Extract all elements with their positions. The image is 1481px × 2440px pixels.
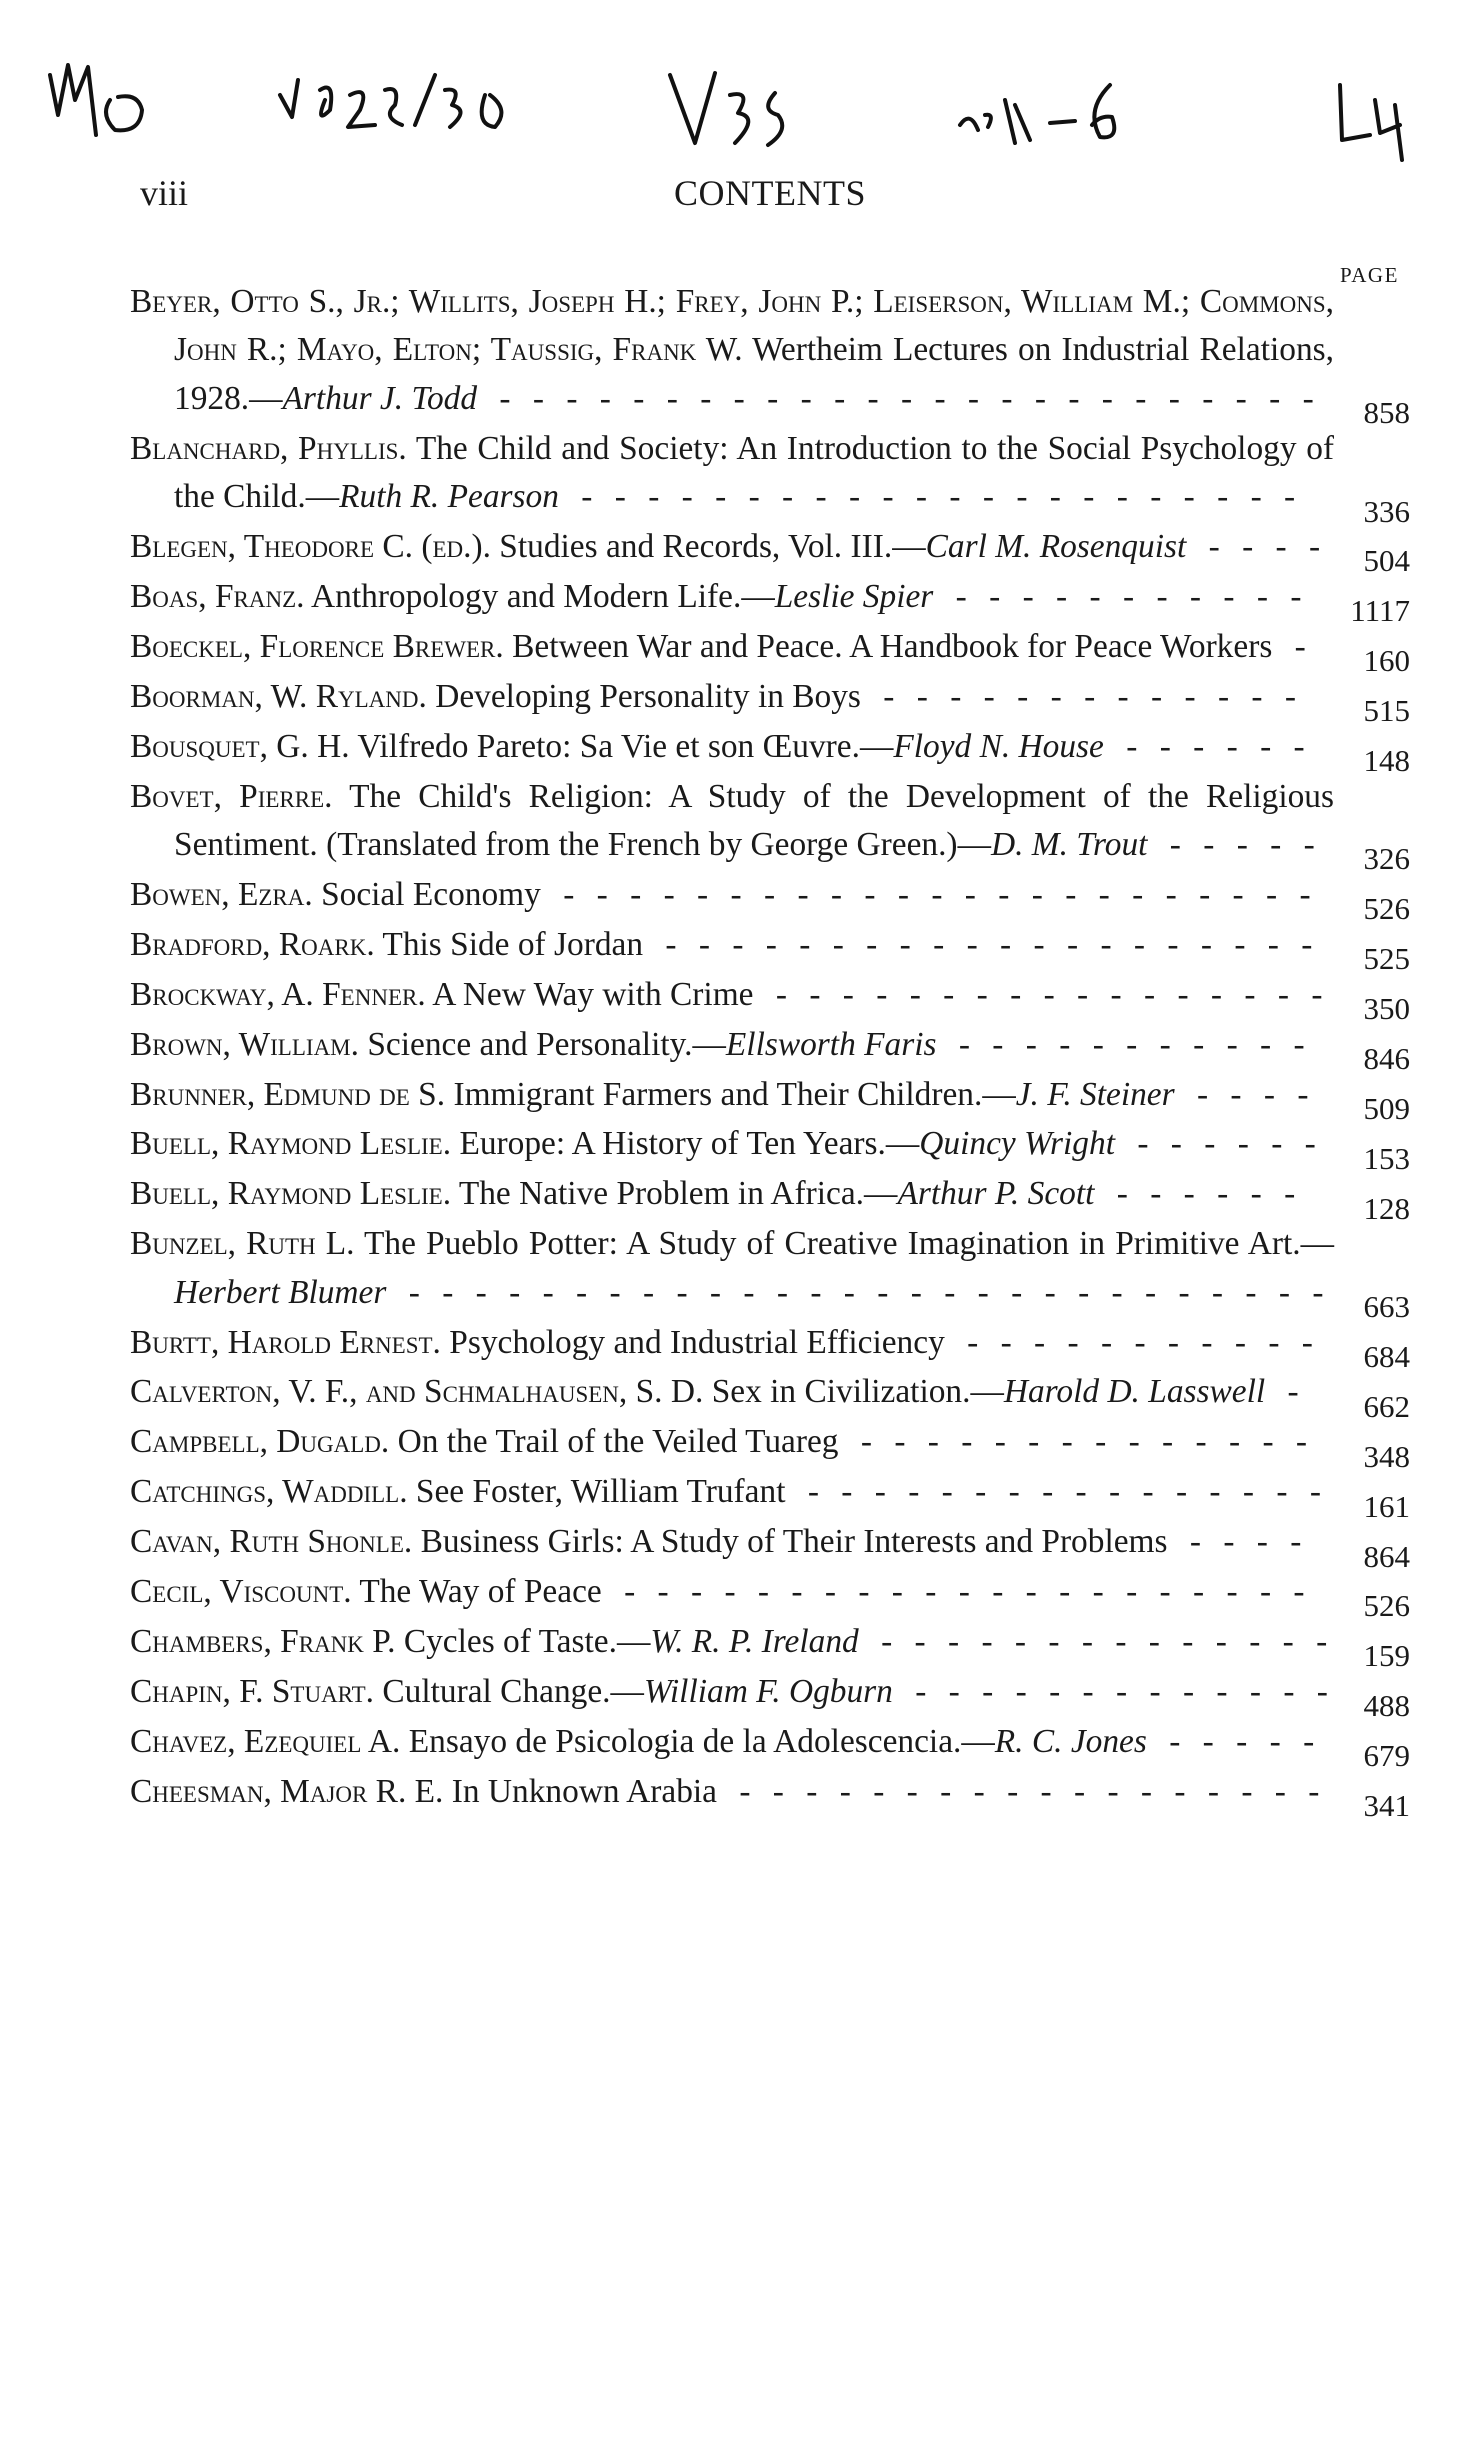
dot-leaders: - - - - - - - - - - - - - - - - xyxy=(785,1473,1321,1511)
entry-page-number: 488 xyxy=(1363,1688,1410,1724)
page-header xyxy=(140,172,1400,222)
contents-entry xyxy=(130,1418,1410,1474)
entry-reviewer: Arthur J. Todd xyxy=(282,379,478,417)
running-head-title: CONTENTS xyxy=(674,173,866,213)
contents-entry xyxy=(130,1368,1410,1424)
page-column-label: PAGE xyxy=(1340,263,1399,287)
entry-title: Social Economy xyxy=(321,875,541,913)
entry-title: Studies and Records, Vol. III. xyxy=(499,528,893,566)
entry-page-number: 504 xyxy=(1363,543,1410,579)
entry-page-number: 350 xyxy=(1363,991,1410,1027)
contents-entry xyxy=(130,1071,1410,1126)
entry-author: Catchings, Waddill. xyxy=(130,1473,408,1511)
dot-leaders: - - - - - - - - - - - - - - - - - - xyxy=(716,1772,1320,1810)
dot-leaders: - - - - - - - - - - - - - xyxy=(860,677,1296,715)
entry-text: Bovet, Pierre. The Child's Religion: A Study of the Development of the Religious Sentiment. (Translated from the French by George Green.)—D. M. Trout - - - - - xyxy=(130,777,1334,863)
entry-page-number: 159 xyxy=(1363,1638,1410,1674)
entry-page-number: 525 xyxy=(1363,941,1410,977)
dot-leaders: - - - - - - - - - - - xyxy=(936,1025,1305,1063)
contents-entry xyxy=(130,278,1410,431)
entry-title: The Native Problem in Africa. xyxy=(458,1175,865,1213)
entry-page-number: 509 xyxy=(1363,1090,1410,1126)
entry-text xyxy=(130,1568,1334,1616)
entry-text: Calverton, V. F., and Schmalhausen, S. D. Sex in Civilization.—Harold D. Lasswell - xyxy=(130,1373,1299,1411)
entry-author: Burtt, Harold Ernest. xyxy=(130,1323,441,1361)
contents-entry xyxy=(130,1468,1410,1524)
contents-entry xyxy=(130,971,1410,1027)
entry-page-number: 846 xyxy=(1363,1041,1410,1076)
entry-page-number: 858 xyxy=(1363,395,1410,431)
entry-title: Cultural Change. xyxy=(382,1672,611,1710)
contents-entry xyxy=(130,723,1410,779)
entry-reviewer: Floyd N. House xyxy=(893,727,1104,765)
entry-author: Beyer, Otto S., Jr.; Willits, Joseph H.; Frey, John P.; Leiserson, William M.; Commons, John R.; Mayo, Elton; Taussig, Frank W. xyxy=(130,283,1334,369)
entry-text: Blanchard, Phyllis. The Child and Society: An Introduction to the Social Psychology of the Child.—Ruth R. Pearson - - - - - - - - - - - - - - - - - - - - - - xyxy=(130,429,1335,516)
entry-page-number: 864 xyxy=(1363,1538,1410,1574)
contents-entry xyxy=(130,773,1410,877)
contents-list xyxy=(130,278,1410,1824)
entry-author: Bunzel, Ruth L. xyxy=(130,1225,355,1263)
contents-entry xyxy=(130,1518,1410,1574)
dot-leaders: - - - - - - - - - - - xyxy=(944,1323,1313,1361)
entry-page-number: 326 xyxy=(1363,841,1410,877)
contents-entry xyxy=(130,1319,1410,1374)
entry-text xyxy=(130,921,1334,969)
entry-title: Developing Personality in Boys xyxy=(435,677,861,715)
dot-leaders: - - - - - - - - - - - xyxy=(933,577,1302,615)
entry-page-number: 161 xyxy=(1363,1488,1410,1524)
dot-leaders: - - - - - - xyxy=(1114,1125,1316,1163)
entry-author: Chavez, Ezequiel A. xyxy=(130,1722,401,1760)
entry-reviewer: Harold D. Lasswell xyxy=(1003,1373,1266,1411)
dot-leaders: - - - - - - - - - - - - - - xyxy=(838,1423,1308,1461)
contents-entry xyxy=(130,1120,1410,1176)
contents-entry xyxy=(130,523,1410,579)
entry-page-number: 684 xyxy=(1363,1338,1410,1374)
entry-author: Buell, Raymond Leslie. xyxy=(130,1125,452,1163)
entry-page-number: 336 xyxy=(1363,493,1410,529)
entry-page-number: 128 xyxy=(1363,1190,1410,1226)
entry-reviewer: Ruth R. Pearson xyxy=(339,478,559,516)
entry-author: Bradford, Roark. xyxy=(130,925,375,963)
entry-author: Brunner, Edmund de S. xyxy=(130,1075,446,1113)
entry-reviewer: W. R. P. Ireland xyxy=(650,1622,859,1660)
dot-leaders: - - - - - - - - - - - - - - - - - - - - - - xyxy=(558,478,1296,516)
dot-leaders: - - - - - - - - - - - - - xyxy=(892,1672,1328,1710)
dot-leaders: - xyxy=(1265,1373,1299,1411)
entry-title: Wertheim Lectures on Industrial Relations, 1928. xyxy=(174,331,1334,417)
entry-title: The Child and Society: An Introduction to the Social Psychology of the Child. xyxy=(174,429,1335,516)
entry-author: Boeckel, Florence Brewer. xyxy=(130,627,504,665)
contents-entry xyxy=(130,1718,1410,1774)
dot-leaders: - - - - - - - - - - - - - - - - - - - - xyxy=(643,925,1313,963)
entry-text xyxy=(130,1768,1334,1816)
contents-entry xyxy=(130,1668,1410,1724)
entry-author: Cecil, Viscount. xyxy=(130,1573,352,1611)
entry-text xyxy=(130,1518,1334,1566)
entry-author: Bowen, Ezra. xyxy=(130,875,313,913)
entry-title: Psychology and Industrial Efficiency xyxy=(449,1323,945,1361)
entry-page-number: 1117 xyxy=(1350,593,1410,629)
entry-title: On the Trail of the Veiled Tuareg xyxy=(397,1423,839,1461)
entry-author: Bousquet, G. H. xyxy=(130,727,350,765)
entry-text xyxy=(130,971,1334,1019)
entry-reviewer: J. F. Steiner xyxy=(1015,1075,1175,1113)
entry-reviewer: Quincy Wright xyxy=(919,1125,1115,1163)
entry-title: The Child's Religion: A Study of the Development of the Religious Sentiment. (Translated from the French by George Green.) xyxy=(174,777,1334,863)
dot-leaders: - - - - xyxy=(1186,528,1321,566)
dot-leaders: - - - - - xyxy=(1146,1722,1315,1760)
contents-entry xyxy=(130,573,1410,629)
entry-reviewer: Herbert Blumer xyxy=(174,1273,387,1311)
entry-title: Immigrant Farmers and Their Children. xyxy=(453,1075,983,1113)
entry-author: Bovet, Pierre. xyxy=(130,777,333,815)
dot-leaders: - - - - xyxy=(1174,1075,1309,1113)
entry-author: Blanchard, Phyllis. xyxy=(130,429,407,467)
handwritten-text: M.O 1929/30 V35 no 1-6 L4 xyxy=(30,55,42,56)
entry-text: Buell, Raymond Leslie. The Native Problem in Africa.—Arthur P. Scott - - - - - - xyxy=(130,1175,1296,1213)
entry-reviewer: Leslie Spier xyxy=(774,577,934,615)
contents-entry xyxy=(130,1220,1410,1325)
entry-title: Business Girls: A Study of Their Interests and Problems xyxy=(420,1523,1168,1561)
entry-page-number: 679 xyxy=(1363,1738,1410,1774)
entry-page-number: 662 xyxy=(1363,1388,1410,1424)
entry-text: Brown, William. Science and Personality.—Ellsworth Faris - - - - - - - - - - - xyxy=(130,1025,1305,1063)
dot-leaders: - - - - - - - - - - - - - - - - - - - - - xyxy=(601,1573,1305,1611)
entry-text: Blegen, Theodore C. (ed.). Studies and Records, Vol. III.—Carl M. Rosenquist - - - - xyxy=(130,528,1321,566)
entry-reviewer: R. C. Jones xyxy=(994,1722,1147,1760)
entry-text: Beyer, Otto S., Jr.; Willits, Joseph H.; Frey, John P.; Leiserson, William M.; Commons, John R.; Mayo, Elton; Taussig, Frank W. Wertheim Lectures on Industrial Relations, 1928.—Arthur J. Todd - - - - - - - - - - - - - - - - - - - - - - - - - xyxy=(130,283,1334,417)
entry-page-number: 515 xyxy=(1363,693,1410,729)
entry-author: Brockway, A. Fenner. xyxy=(130,975,426,1013)
handwritten-annotation xyxy=(30,55,1450,175)
dot-leaders: - - - - - - - - - - - - - - - - - - - - - - - - - - - - xyxy=(386,1273,1324,1311)
dot-leaders: - - - - - - - - - - - - - - xyxy=(858,1622,1328,1660)
entry-page-number: 526 xyxy=(1363,891,1410,927)
contents-entry xyxy=(130,1618,1410,1674)
entry-author: Brown, William. xyxy=(130,1025,359,1063)
entry-text xyxy=(130,1319,1334,1367)
entry-reviewer: William F. Ogburn xyxy=(643,1672,893,1710)
entry-title: See Foster, William Trufant xyxy=(415,1473,786,1511)
entry-author: Blegen, Theodore C. (ed.). xyxy=(130,528,491,566)
entry-author: Boorman, W. Ryland. xyxy=(130,677,427,715)
dot-leaders: - - - - - - - - - - - - - - - - - - - - - - - - - xyxy=(477,379,1314,417)
entry-text: Chapin, F. Stuart. Cultural Change.—William F. Ogburn - - - - - - - - - - - - - xyxy=(130,1672,1328,1710)
entry-title: The Pueblo Potter: A Study of Creative Imagination in Primitive Art. xyxy=(363,1225,1301,1263)
entry-text xyxy=(130,623,1334,671)
entry-text xyxy=(130,1468,1334,1516)
dot-leaders: - - - - - - xyxy=(1094,1175,1296,1213)
contents-entry xyxy=(130,1170,1410,1226)
entry-page-number: 526 xyxy=(1363,1588,1410,1624)
entry-author: Cheesman, Major R. E. xyxy=(130,1772,444,1810)
entry-page-number: 348 xyxy=(1363,1438,1410,1474)
entry-title: The Way of Peace xyxy=(359,1573,602,1611)
contents-entry xyxy=(130,673,1410,729)
entry-author: Boas, Franz. xyxy=(130,577,305,615)
entry-title: Sex in Civilization. xyxy=(711,1373,971,1411)
entry-text: Chambers, Frank P. Cycles of Taste.—W. R. P. Ireland - - - - - - - - - - - - - - xyxy=(130,1622,1328,1660)
entry-text: Brunner, Edmund de S. Immigrant Farmers and Their Children.—J. F. Steiner - - - - xyxy=(130,1075,1309,1113)
dot-leaders: - - - - - - - - - - - - - - - - - xyxy=(753,975,1323,1013)
contents-entry xyxy=(130,871,1410,927)
entry-author: Calverton, V. F., and Schmalhausen, S. D. xyxy=(130,1373,704,1411)
entry-title: In Unknown Arabia xyxy=(451,1772,717,1810)
entry-page-number: 663 xyxy=(1363,1289,1410,1325)
entry-page-number: 148 xyxy=(1363,743,1410,779)
dot-leaders: - - - - - - - - - - - - - - - - - - - - - - - xyxy=(540,875,1311,913)
entry-page-number: 153 xyxy=(1363,1140,1410,1176)
entry-author: Campbell, Dugald. xyxy=(130,1423,390,1461)
dot-leaders: - - - - - xyxy=(1147,825,1315,863)
contents-entry xyxy=(130,921,1410,977)
contents-entry xyxy=(130,1021,1410,1076)
dot-leaders: - - - - xyxy=(1167,1523,1302,1561)
entry-text xyxy=(130,1418,1334,1466)
entry-title: Between War and Peace. A Handbook for Peace Workers xyxy=(512,627,1273,665)
entry-reviewer: Carl M. Rosenquist xyxy=(925,528,1187,566)
entry-author: Buell, Raymond Leslie. xyxy=(130,1175,452,1213)
entry-author: Chambers, Frank P. xyxy=(130,1622,396,1660)
entry-text xyxy=(130,673,1334,721)
entry-text xyxy=(130,871,1334,919)
entry-text: Boas, Franz. Anthropology and Modern Life.—Leslie Spier - - - - - - - - - - - xyxy=(130,577,1302,615)
contents-entry xyxy=(130,1768,1410,1824)
entry-title: Ensayo de Psicologia de la Adolescencia. xyxy=(408,1722,962,1760)
entry-author: Chapin, F. Stuart. xyxy=(130,1672,375,1710)
entry-title: This Side of Jordan xyxy=(382,925,644,963)
dot-leaders: - xyxy=(1272,627,1306,665)
entry-reviewer: D. M. Trout xyxy=(990,825,1148,863)
entry-title: Cycles of Taste. xyxy=(403,1622,617,1660)
entry-author: Cavan, Ruth Shonle. xyxy=(130,1523,413,1561)
contents-entry xyxy=(130,623,1410,679)
entry-reviewer: Ellsworth Faris xyxy=(725,1025,937,1063)
entry-title: Anthropology and Modern Life. xyxy=(311,577,742,615)
entry-page-number: 341 xyxy=(1363,1788,1410,1824)
contents-entry xyxy=(130,425,1410,529)
dot-leaders: - - - - - - xyxy=(1103,727,1305,765)
entry-reviewer: Arthur P. Scott xyxy=(897,1175,1095,1213)
entry-text: Chavez, Ezequiel A. Ensayo de Psicologia de la Adolescencia.—R. C. Jones - - - - - xyxy=(130,1722,1315,1760)
entry-title: A New Way with Crime xyxy=(432,975,754,1013)
page-folio: viii xyxy=(140,173,189,213)
entry-title: Vilfredo Pareto: Sa Vie et son Œuvre. xyxy=(357,727,860,765)
entry-page-number: 160 xyxy=(1363,643,1410,679)
entry-text: Buell, Raymond Leslie. Europe: A History of Ten Years.—Quincy Wright - - - - - - xyxy=(130,1125,1316,1163)
entry-title: Science and Personality. xyxy=(367,1025,693,1063)
entry-text: Bunzel, Ruth L. The Pueblo Potter: A Study of Creative Imagination in Primitive Art.—Herbert Blumer - - - - - - - - - - - - - - - - - - - - - - - - - - - - xyxy=(130,1225,1334,1311)
contents-entry xyxy=(130,1568,1410,1624)
entry-text: Bousquet, G. H. Vilfredo Pareto: Sa Vie et son Œuvre.—Floyd N. House - - - - - - xyxy=(130,727,1305,765)
entry-title: Europe: A History of Ten Years. xyxy=(459,1125,886,1163)
